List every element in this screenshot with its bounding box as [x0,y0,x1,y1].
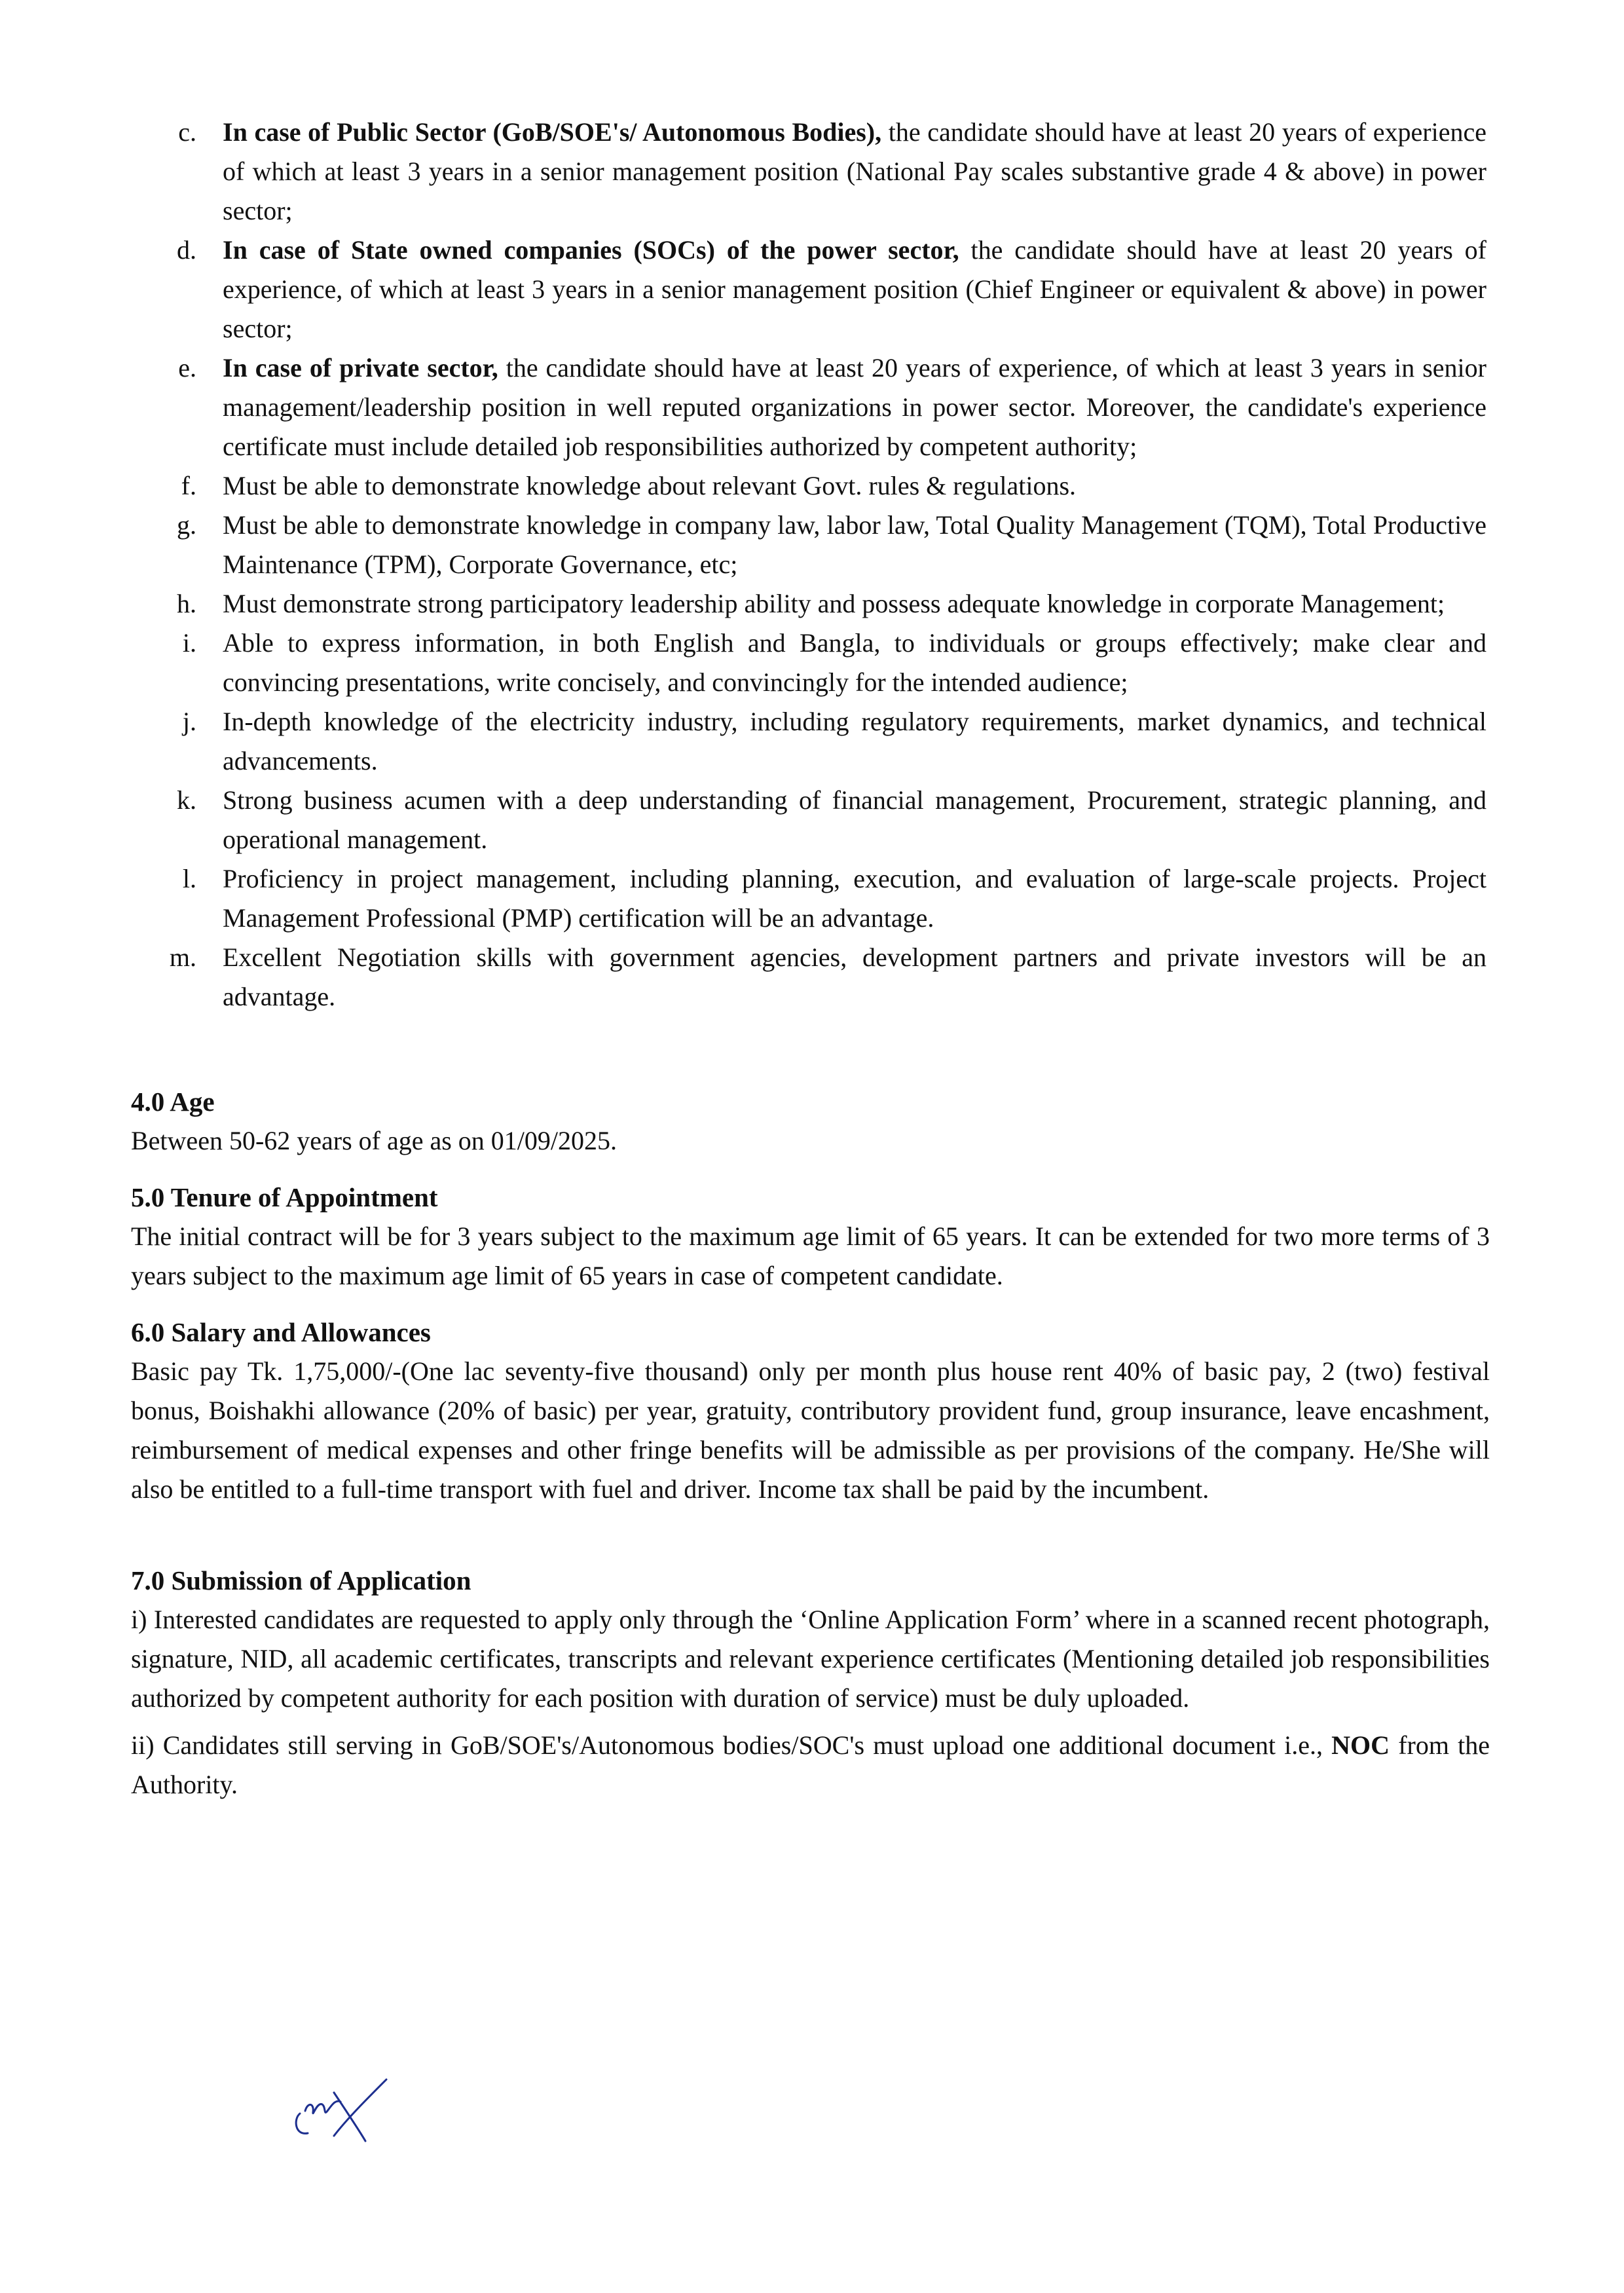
item-lead: In case of Public Sector (GoB/SOE's/ Autonomous Bodies), [223,117,882,147]
list-item [131,624,1486,702]
item-marker: i. [182,628,196,658]
age-section [131,1082,1490,1161]
item-text: the candidate should have at least 20 years of experience, of which at least 3 years in senior management/leadership position in well reputed organizations in power sector. Moreover, the candidate's experience certificate must include detailed job responsibilities authorized by competent authority; [223,353,1486,461]
item-text: Proficiency in project management, including planning, execution, and evaluation of large-scale projects. Project Management Professional (PMP) certification will be an advantage. [223,864,1486,933]
item-marker: e. [178,353,196,382]
list-item [131,859,1486,938]
salary-heading: 6.0 Salary and Allowances [131,1317,431,1347]
tenure-heading: 5.0 Tenure of Appointment [131,1182,438,1212]
list-item [131,781,1486,859]
submission-heading: 7.0 Submission of Application [131,1565,471,1595]
item-lead: In case of State owned companies (SOCs) of the power sector, [223,235,959,265]
salary-section [131,1313,1490,1509]
item-marker: j. [182,707,196,736]
handwritten-signature [288,2073,393,2145]
item-marker: c. [178,117,196,147]
item-text: Strong business acumen with a deep understanding of financial management, Procurement, strategic planning, and operational management. [223,785,1486,854]
item-marker: m. [169,942,196,972]
requirements-list [131,113,1486,1016]
item-text: Must be able to demonstrate knowledge about relevant Govt. rules & regulations. [223,471,1077,500]
submission-para-1: i) Interested candidates are requested to apply only through the ‘Online Application Form’ where in a scanned recent photograph, signature, NID, all academic certificates, transcripts and relevant experience certificates (Mentioning detailed job responsibilities authorized by competent authority for each position with duration of service) must be duly uploaded. [131,1605,1490,1713]
age-heading: 4.0 Age [131,1087,215,1117]
item-marker: d. [177,235,196,265]
item-text: the candidate should have at least 20 years of experience, of which at least 3 years in a senior management position (Chief Engineer or equivalent & above) in power sector; [223,235,1487,343]
item-marker: k. [177,785,196,815]
noc-text: NOC [1331,1730,1390,1760]
item-text: In-depth knowledge of the electricity industry, including regulatory requirements, market dynamics, and technical advancements. [223,707,1486,775]
item-text: Must demonstrate strong participatory leadership ability and possess adequate knowledge in corporate Management; [223,589,1445,618]
list-item [131,466,1486,506]
item-marker: h. [177,589,196,618]
item-marker: g. [177,510,196,540]
list-item [131,231,1486,348]
list-item [131,938,1486,1016]
tenure-text: The initial contract will be for 3 years subject to the maximum age limit of 65 years. It can be extended for two more terms of 3 years subject to the maximum age limit of 65 years in case of competent candidate. [131,1221,1490,1290]
item-text: Able to express information, in both English and Bangla, to individuals or groups effectively; make clear and convincing presentations, write concisely, and convincingly for the intended audience; [223,628,1486,697]
list-item [131,113,1486,231]
item-marker: f. [181,471,196,500]
item-text: Excellent Negotiation skills with government agencies, development partners and private investors will be an advantage. [223,942,1486,1011]
item-marker: l. [182,864,196,893]
list-item [131,702,1486,781]
submission-para-2: ii) Candidates still serving in GoB/SOE's/Autonomous bodies/SOC's must upload one additional document i.e., NOC from the Authority. [131,1730,1490,1799]
list-item [131,506,1486,584]
salary-text: Basic pay Tk. 1,75,000/-(One lac seventy-five thousand) only per month plus house rent 40% of basic pay, 2 (two) festival bonus, Boishakhi allowance (20% of basic) per year, gratuity, contributory provident fund, group insurance, leave encashment, reimbursement of medical expenses and other fringe benefits will be admissible as per provisions of the company. He/She will also be entitled to a full-time transport with fuel and driver. Income tax shall be paid by the incumbent. [131,1356,1490,1504]
item-text: the candidate should have at least 20 years of experience of which at least 3 years in a senior management position (National Pay scales substantive grade 4 & above) in power sector; [223,117,1486,225]
submission-section [131,1561,1490,1804]
list-item [131,584,1486,624]
age-text: Between 50-62 years of age as on 01/09/2025. [131,1126,618,1155]
item-lead: In case of private sector, [223,353,498,382]
tenure-section [131,1178,1490,1296]
item-text: Must be able to demonstrate knowledge in company law, labor law, Total Quality Management (TQM), Total Productive Maintenance (TPM), Corporate Governance, etc; [223,510,1486,579]
list-item [131,348,1486,466]
